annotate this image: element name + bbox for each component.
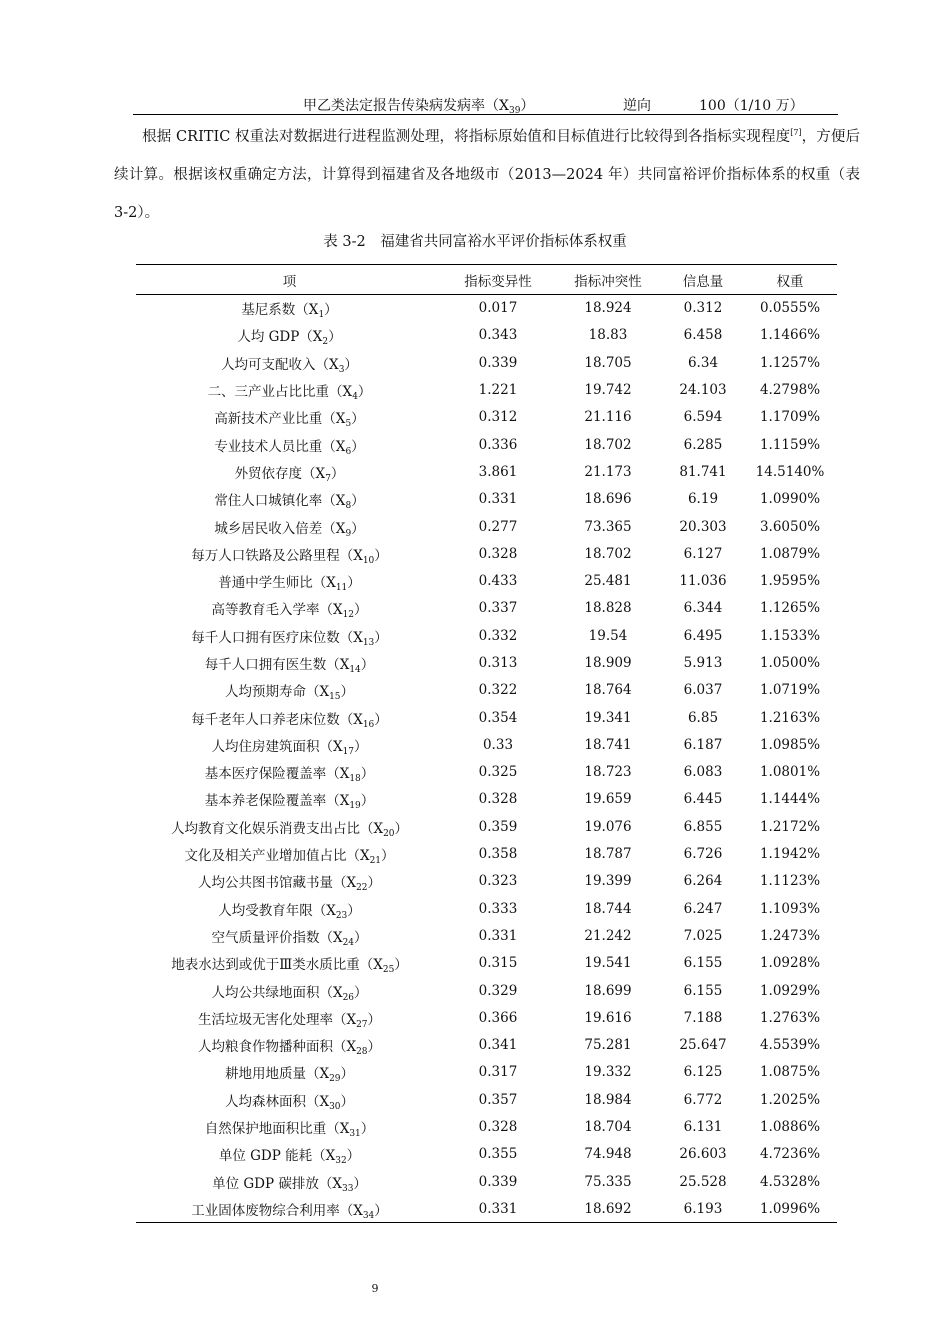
table-row xyxy=(136,431,837,458)
header-information: 信息量 xyxy=(663,265,743,295)
weight-cell: 1.1123% xyxy=(759,873,821,890)
information-cell: 6.458 xyxy=(683,327,723,344)
table-row xyxy=(136,813,837,840)
table-row xyxy=(136,731,837,758)
conflict-cell: 18.83 xyxy=(588,327,628,344)
weight-cell: 4.5328% xyxy=(759,1173,821,1190)
information-cell: 6.131 xyxy=(683,1119,723,1136)
variability-cell: 0.339 xyxy=(478,1173,518,1190)
indicator-name-cell: 地表水达到或优于Ⅲ类水质比重$(X_{25})$ xyxy=(171,957,408,976)
information-cell: 24.103 xyxy=(679,382,727,399)
information-cell: 20.303 xyxy=(679,518,727,535)
variability-cell: 0.433 xyxy=(478,573,518,590)
variability-cell: 0.331 xyxy=(478,491,518,508)
indicator-name-cell: 二、三产业占比比重$(X_4)$ xyxy=(207,384,372,403)
variability-cell: 0.329 xyxy=(478,982,518,999)
table-row xyxy=(136,322,837,349)
variability-cell: 0.315 xyxy=(478,955,518,972)
variability-cell: 0.331 xyxy=(443,1195,553,1222)
weight-cell: 1.1533% xyxy=(759,627,821,644)
variability-cell: 0.358 xyxy=(478,846,518,863)
information-cell: 6.247 xyxy=(683,900,723,917)
table-row xyxy=(136,567,837,594)
variability-cell: 0.312 xyxy=(478,409,518,426)
variability-cell: 0.323 xyxy=(478,873,518,890)
weight-cell: 1.2025% xyxy=(759,1091,821,1108)
information-cell: 5.913 xyxy=(683,655,723,671)
previous-table-last-row xyxy=(133,92,838,115)
indicator-name-cell: 每千人口拥有医生数$(X_{14})$ xyxy=(204,657,375,675)
indicator-name-cell: 城乡居民收入倍差$(X_9)$ xyxy=(214,520,365,539)
indicator-name-cell: 外贸依存度$(X_7)$ xyxy=(234,465,345,484)
indicator-name-cell: 人均可支配收入$(X_3)$ xyxy=(221,356,358,375)
information-cell: 6.594 xyxy=(683,409,723,426)
table-row xyxy=(136,458,837,485)
weight-cell: 1.0801% xyxy=(759,764,821,781)
variability-cell: 0.366 xyxy=(478,1009,518,1026)
information-cell: 6.187 xyxy=(683,736,723,753)
indicator-name-cell: 工业固体废物综合利用率$(X_{34})$ xyxy=(136,1195,443,1222)
indicator-name-cell: 文化及相关产业增加值占比$(X_{21})$ xyxy=(184,848,395,867)
table-row xyxy=(136,376,837,403)
conflict-cell: 19.341 xyxy=(584,709,632,726)
variability-cell: 0.336 xyxy=(478,436,518,453)
weight-cell: 1.2163% xyxy=(759,709,821,726)
conflict-cell: 19.54 xyxy=(588,627,628,644)
information-cell: 6.285 xyxy=(683,436,723,453)
weight-cell: 1.1159% xyxy=(759,436,821,453)
variability-cell: 0.357 xyxy=(478,1091,518,1108)
variability-cell: 0.359 xyxy=(478,818,518,835)
table-row xyxy=(136,950,837,977)
information-cell: 6.083 xyxy=(683,764,723,781)
variability-cell: 0.333 xyxy=(478,900,518,917)
weight-cell: 1.1942% xyxy=(759,846,821,863)
conflict-cell: 73.365 xyxy=(584,518,632,535)
information-cell: 6.127 xyxy=(683,545,723,562)
weight-cell: 1.1093% xyxy=(759,900,821,917)
information-cell: 6.34 xyxy=(687,354,719,371)
weight-cell: 1.0985% xyxy=(759,736,821,753)
weight-cell: 1.0875% xyxy=(759,1064,821,1081)
table-row xyxy=(136,922,837,949)
conflict-cell: 18.723 xyxy=(584,764,632,781)
variability-cell: 0.355 xyxy=(478,1146,518,1163)
weight-cell: 4.2798% xyxy=(759,382,821,399)
table-row xyxy=(136,1168,837,1195)
table-row xyxy=(136,1032,837,1059)
table-row xyxy=(136,1004,837,1031)
indicator-target: 100（1/10 万） xyxy=(699,98,804,114)
information-cell: 6.19 xyxy=(687,491,719,508)
information-cell: 6.726 xyxy=(683,846,723,863)
conflict-cell: 18.705 xyxy=(584,354,632,371)
variability-cell: 0.331 xyxy=(478,927,518,944)
table-row xyxy=(136,513,837,540)
conflict-cell: 19.399 xyxy=(584,873,632,890)
information-cell: 6.264 xyxy=(683,873,723,890)
variability-cell: 0.322 xyxy=(478,682,518,699)
weight-cell: 1.1444% xyxy=(759,791,821,808)
information-cell: 6.855 xyxy=(683,818,723,835)
conflict-cell: 18.699 xyxy=(584,982,632,999)
table-row xyxy=(136,677,837,704)
indicator-name-cell: 普通中学生师比$(X_{11})$ xyxy=(218,575,361,594)
table-row xyxy=(136,1086,837,1113)
indicator-name-cell: 高新技术产业比重$(X_5)$ xyxy=(214,411,365,430)
weight-cell: 1.2172% xyxy=(759,818,821,835)
weight-cell: 1.0886% xyxy=(759,1119,821,1136)
weight-cell: 1.1265% xyxy=(759,600,821,617)
indicator-name-cell: 常住人口城镇化率$(X_8)$ xyxy=(214,493,365,512)
information-cell: 6.037 xyxy=(683,682,723,699)
indicator-name-cell: 自然保护地面积比重$(X_{31})$ xyxy=(204,1121,375,1140)
variability-cell: 0.317 xyxy=(478,1064,518,1081)
information-cell: 25.647 xyxy=(679,1037,727,1054)
conflict-cell: 18.696 xyxy=(584,491,632,508)
table-row xyxy=(136,840,837,867)
variability-cell: 0.328 xyxy=(478,1119,518,1136)
table-header-row xyxy=(136,265,837,295)
table-row xyxy=(136,649,837,676)
conflict-cell: 18.744 xyxy=(584,900,632,917)
weight-cell: 1.9595% xyxy=(759,573,821,590)
header-variability: 指标变异性 xyxy=(443,265,553,295)
table-row xyxy=(136,786,837,813)
variability-cell: 0.339 xyxy=(478,354,518,371)
information-cell: 0.312 xyxy=(683,300,723,317)
indicator-name-cell: 人均住房建筑面积$(X_{17})$ xyxy=(211,738,368,757)
indicator-name-cell: 人均受教育年限$(X_{23})$ xyxy=(218,902,361,921)
weight-cell: 4.5539% xyxy=(759,1037,821,1054)
indicator-name-cell: 单位 GDP 能耗$(X_{32})$ xyxy=(218,1148,361,1167)
indicator-name-cell: 人均粮食作物播种面积$(X_{28})$ xyxy=(197,1039,382,1058)
table-row xyxy=(136,1141,837,1168)
indicator-name-cell: 专业技术人员比重$(X_6)$ xyxy=(214,438,365,457)
indicator-name-cell: 单位 GDP 碳排放$(X_{33})$ xyxy=(212,1175,367,1194)
table-row xyxy=(136,704,837,731)
conflict-cell: 18.692 xyxy=(553,1195,663,1222)
body-paragraph: 根据 CRITIC 权重法对数据进行进程监测处理，将指标原始值和目标值进行比较得到各指标实现程度[7]，方便后续计算。根据该权重确定方法，计算得到福建省及各地级市（2013—2024 年）共同富裕评价指标体系的权重（表 3-2）。 xyxy=(114,128,861,221)
information-cell: 6.445 xyxy=(683,791,723,808)
indicator-name-cell: 每千人口拥有医疗床位数$(X_{13})$ xyxy=(191,629,388,648)
table-row xyxy=(136,868,837,895)
indicator-name-cell: 生活垃圾无害化处理率$(X_{27})$ xyxy=(197,1011,382,1030)
indicator-name-cell: 人均公共绿地面积$(X_{26})$ xyxy=(211,984,368,1003)
conflict-cell: 19.332 xyxy=(584,1064,632,1081)
variability-cell: 0.343 xyxy=(478,327,518,344)
information-cell: 6.772 xyxy=(683,1091,723,1108)
conflict-cell: 21.242 xyxy=(584,927,632,944)
conflict-cell: 21.116 xyxy=(584,409,632,426)
table-row xyxy=(136,1059,837,1086)
conflict-cell: 18.704 xyxy=(584,1119,632,1136)
table-row xyxy=(136,895,837,922)
header-item: 项 xyxy=(136,265,443,295)
conflict-cell: 19.742 xyxy=(584,382,632,399)
indicator-direction: 逆向 xyxy=(623,98,651,114)
information-cell: 6.495 xyxy=(683,627,723,644)
header-weight: 权重 xyxy=(743,265,837,295)
variability-cell: 0.337 xyxy=(478,600,518,617)
table-row xyxy=(136,1195,837,1222)
conflict-cell: 21.173 xyxy=(584,463,632,480)
variability-cell: 0.313 xyxy=(478,655,518,671)
variability-cell: 0.328 xyxy=(478,545,518,562)
weights-table xyxy=(136,264,837,1223)
indicator-name-cell: 耕地用地质量$(X_{29})$ xyxy=(224,1066,355,1085)
indicator-name-cell: 人均公共图书馆藏书量$(X_{22})$ xyxy=(197,875,382,894)
table-row xyxy=(136,622,837,649)
indicator-name-cell: 空气质量评价指数$(X_{24})$ xyxy=(211,929,368,948)
indicator-name-cell: 基本养老保险覆盖率$(X_{19})$ xyxy=(204,793,375,812)
weight-cell: 1.0990% xyxy=(759,491,821,508)
conflict-cell: 19.659 xyxy=(584,791,632,808)
indicator-name-cell: 每万人口铁路及公路里程$(X_{10})$ xyxy=(191,547,388,566)
table-row xyxy=(136,349,837,376)
weight-cell: 1.0996% xyxy=(743,1195,837,1222)
information-cell: 6.344 xyxy=(683,600,723,617)
conflict-cell: 19.076 xyxy=(584,818,632,835)
conflict-cell: 18.909 xyxy=(584,655,632,671)
page-number: 9 xyxy=(371,1282,379,1295)
variability-cell: 0.354 xyxy=(478,709,518,726)
variability-cell: 0.325 xyxy=(478,764,518,781)
conflict-cell: 19.616 xyxy=(584,1009,632,1026)
information-cell: 11.036 xyxy=(679,573,727,590)
weight-cell: 1.0719% xyxy=(759,682,821,699)
weight-cell: 1.1709% xyxy=(759,409,821,426)
indicator-name-cell: 每千老年人口养老床位数$(X_{16})$ xyxy=(191,711,388,730)
information-cell: 6.155 xyxy=(683,982,723,999)
weight-cell: 1.0928% xyxy=(759,955,821,972)
table-caption: 表 3-2 福建省共同富裕水平评价指标体系权重 xyxy=(323,234,627,250)
conflict-cell: 18.741 xyxy=(584,736,632,753)
information-cell: 26.603 xyxy=(679,1146,727,1163)
variability-cell: 0.328 xyxy=(478,791,518,808)
table-row xyxy=(136,977,837,1004)
information-cell: 7.025 xyxy=(683,927,723,944)
variability-cell: 0.277 xyxy=(478,518,518,535)
conflict-cell: 18.984 xyxy=(584,1091,632,1108)
weight-cell: 14.5140% xyxy=(755,463,825,480)
indicator-name-cell: 人均教育文化娱乐消费支出占比$(X_{20})$ xyxy=(170,820,409,839)
information-cell: 25.528 xyxy=(679,1173,727,1190)
information-cell: 6.155 xyxy=(683,955,723,972)
conflict-cell: 18.828 xyxy=(584,600,632,617)
variability-cell: 3.861 xyxy=(478,463,518,480)
weight-cell: 1.1466% xyxy=(759,327,821,344)
conflict-cell: 19.541 xyxy=(584,955,632,972)
information-cell: 81.741 xyxy=(679,463,727,480)
table-row xyxy=(136,759,837,786)
weight-cell: 1.2763% xyxy=(759,1009,821,1026)
conflict-cell: 74.948 xyxy=(584,1146,632,1163)
citation: [7] xyxy=(790,128,802,138)
variability-cell: 0.341 xyxy=(478,1037,518,1054)
header-conflict: 指标冲突性 xyxy=(553,265,663,295)
table-row xyxy=(136,1113,837,1140)
indicator-name-cell: 高等教育毛入学率$(X_{12})$ xyxy=(211,602,368,621)
weight-cell: 4.7236% xyxy=(759,1146,821,1163)
table-row xyxy=(136,295,837,322)
weight-cell: 0.0555% xyxy=(759,300,821,317)
variability-cell: 1.221 xyxy=(478,382,518,399)
information-cell: 6.85 xyxy=(687,709,719,726)
conflict-cell: 75.335 xyxy=(584,1173,632,1190)
indicator-name-cell: 基本医疗保险覆盖率$(X_{18})$ xyxy=(204,766,375,785)
indicator-name: 甲乙类法定报告传染病发病率$(X_{39})$ xyxy=(303,98,535,116)
indicator-name-cell: 人均森林面积$(X_{30})$ xyxy=(224,1093,355,1112)
indicator-name-cell: 人均预期寿命$(X_{15})$ xyxy=(224,684,355,703)
weight-cell: 1.0879% xyxy=(759,545,821,562)
indicator-name-cell: 基尼系数$(X_1)$ xyxy=(241,302,338,321)
conflict-cell: 18.702 xyxy=(584,545,632,562)
conflict-cell: 18.924 xyxy=(584,300,632,317)
conflict-cell: 25.481 xyxy=(584,573,632,590)
table-row xyxy=(136,404,837,431)
indicator-name-cell: 人均 $GDP(X_2)$ xyxy=(237,329,342,348)
conflict-cell: 18.787 xyxy=(584,846,632,863)
variability-cell: 0.017 xyxy=(478,300,518,317)
weight-cell: 1.1257% xyxy=(759,354,821,371)
information-cell: 6.125 xyxy=(683,1064,723,1081)
variability-cell: 0.33 xyxy=(482,736,514,753)
weight-cell: 3.6050% xyxy=(759,518,821,535)
variability-cell: 0.332 xyxy=(478,627,518,644)
weight-cell: 1.0500% xyxy=(759,655,821,671)
conflict-cell: 18.764 xyxy=(584,682,632,699)
table-row xyxy=(136,595,837,622)
weight-cell: 1.0929% xyxy=(759,982,821,999)
information-cell: 6.193 xyxy=(663,1195,743,1222)
weight-cell: 1.2473% xyxy=(759,927,821,944)
table-row xyxy=(136,540,837,567)
conflict-cell: 18.702 xyxy=(584,436,632,453)
information-cell: 7.188 xyxy=(683,1009,723,1026)
conflict-cell: 75.281 xyxy=(584,1037,632,1054)
table-row xyxy=(136,486,837,513)
